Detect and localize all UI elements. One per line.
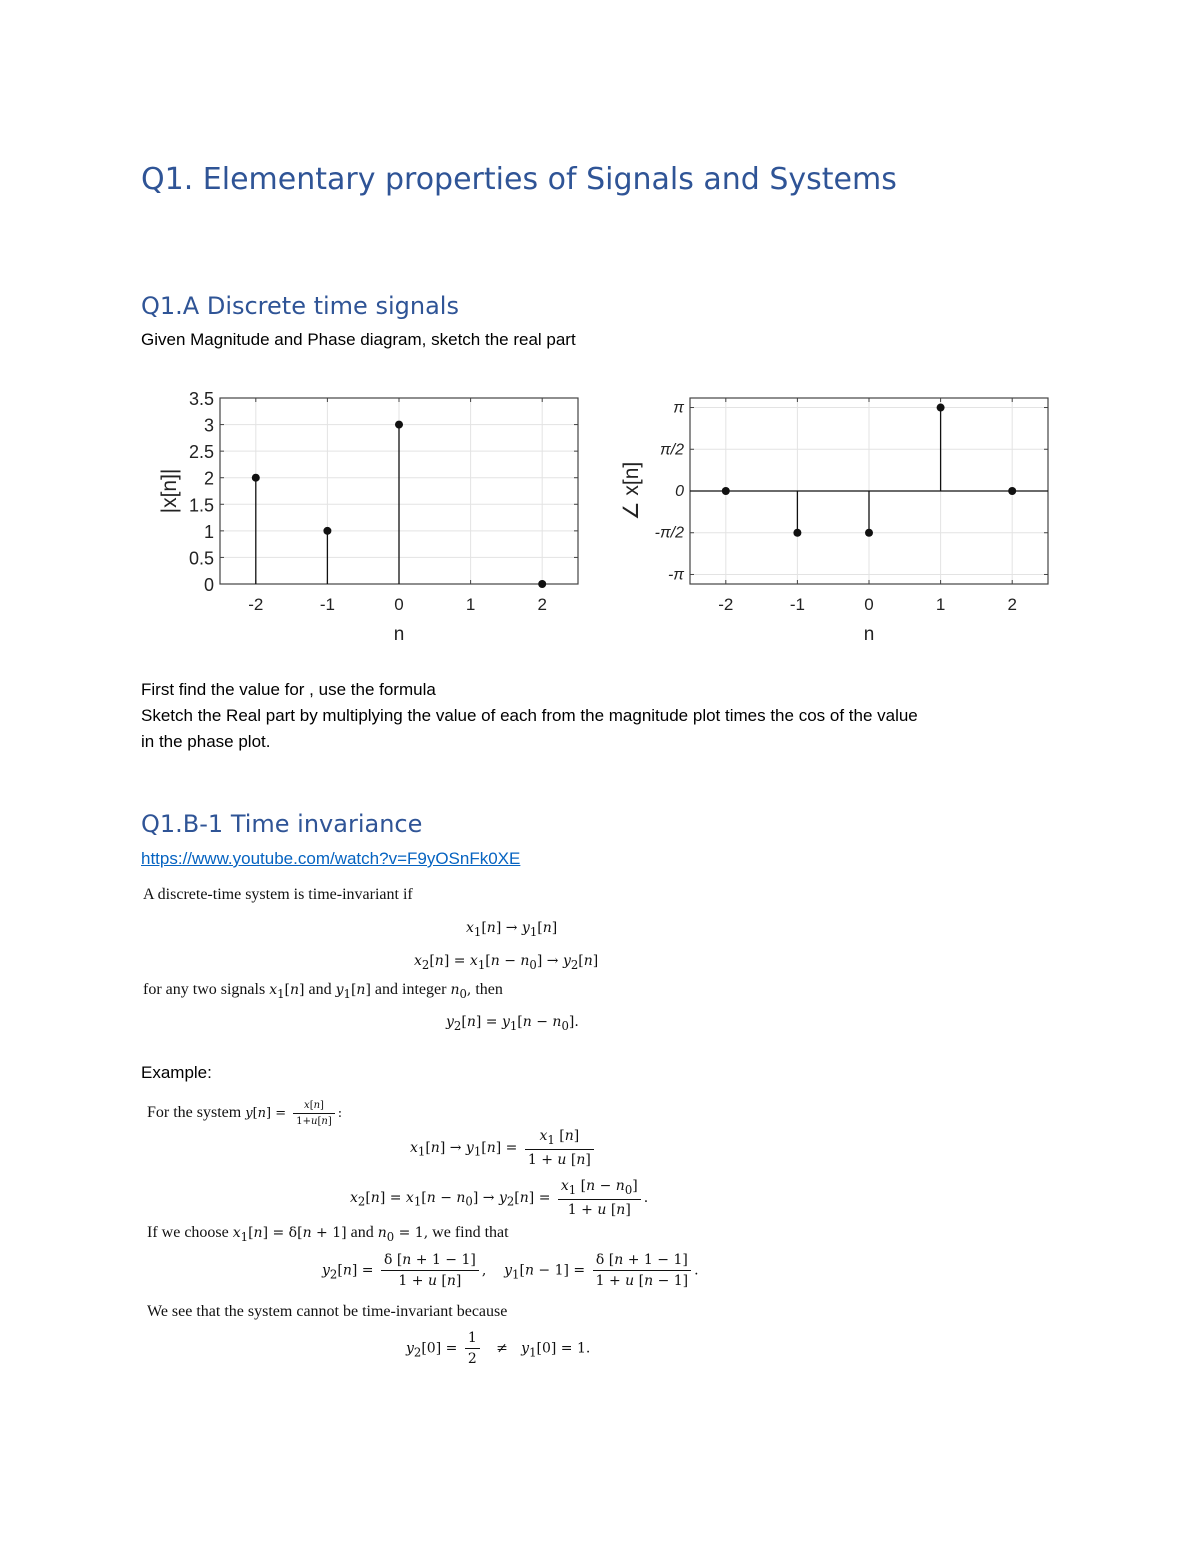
stem-marker	[323, 527, 331, 535]
example-eq-2: $x_2[n] = x_1[n - n_0] \to y_2[n]$ = $\frac{x_1 [n - n_0]}{1 + u [n]}$ .	[350, 1178, 649, 1218]
x-axis-label: n	[863, 624, 875, 645]
y-tick-label: 2	[203, 468, 214, 489]
example-eq-1: $x_1[n] \to y_1[n]$ = $\frac{x_1 [n]}{1 + u [n]}$	[410, 1128, 597, 1168]
stem-marker	[865, 529, 873, 537]
example-eq-3: $y_2[n]$ = $\frac{\delta [n + 1 - 1]}{1 + u [n]}$ , $y_1[n - 1]$ = $\frac{\delta [n + 1 - 1]}{1 + u [n - 1]}$ .	[322, 1252, 699, 1289]
y-tick-label: 0.5	[188, 548, 214, 569]
half-numerator: 1	[465, 1330, 480, 1349]
x-tick-label: 2	[1007, 595, 1017, 614]
definition-eq-2: $x_2[n] = x_1[n - n_0] \to y_2[n]$	[414, 953, 599, 972]
section-b-heading: Q1.B-1 Time invariance	[141, 810, 423, 838]
and-text: and	[308, 981, 332, 998]
example-conclusion: We see that the system cannot be time-invariant because	[147, 1303, 508, 1320]
for-system-text: For the system	[147, 1104, 242, 1121]
y-tick-label: 2.5	[188, 442, 214, 463]
section-a-heading: Q1.A Discrete time signals	[141, 292, 459, 320]
y-tick-label: 0	[203, 575, 214, 595]
y-tick-label: 1.5	[188, 495, 214, 516]
stem-marker	[395, 421, 403, 429]
y-axis-label: ∠ x[n]	[620, 461, 643, 521]
page-title: Q1. Elementary properties of Signals and Systems	[141, 162, 897, 197]
step-2-text-cont: in the phase plot.	[141, 732, 271, 751]
youtube-link[interactable]: https://www.youtube.com/watch?v=F9yOSnFk0XE	[141, 849, 521, 868]
x-tick-label: 0	[394, 595, 404, 614]
stem-marker	[722, 487, 730, 495]
then-text: then	[475, 981, 503, 998]
definition-eq-1: $x_1[n] \to y_1[n]$	[466, 920, 558, 939]
definition-intro: A discrete-time system is time-invariant if	[143, 886, 413, 903]
x-tick-label: -1	[319, 595, 335, 614]
for-any-text: for any two signals	[143, 981, 266, 998]
stem-marker	[937, 404, 945, 412]
stem-marker	[538, 580, 546, 588]
integer-text: and integer	[374, 981, 447, 998]
example-eq-4: $y_2[0]$ = $\frac{1}{2}$ ≠ $y_1[0] = 1$.	[406, 1330, 591, 1367]
definition-eq-3: $y_2[n] = y_1[n - n_0]$.	[446, 1014, 579, 1033]
stem-marker	[252, 474, 260, 482]
section-a-intro: Given Magnitude and Phase diagram, sketch the real part	[141, 330, 576, 349]
half-denominator: 2	[467, 1351, 477, 1367]
step-2-text: Sketch the Real part by multiplying the value of each from the magnitude plot times the cos of the value	[141, 706, 918, 725]
x-tick-label: 1	[465, 595, 476, 614]
we-find-text: we find that	[432, 1224, 509, 1241]
y-tick-label: π	[673, 399, 684, 417]
phase-chart	[610, 390, 1060, 650]
x-tick-label: 0	[864, 595, 874, 614]
stem-marker	[1008, 487, 1016, 495]
y-tick-label: 0	[675, 483, 684, 500]
y-tick-label: 3.5	[188, 390, 214, 409]
step-1-text: First find the value for , use the formula	[141, 680, 436, 699]
if-choose-text: If we choose	[147, 1224, 229, 1241]
and-text-2: and	[350, 1224, 374, 1241]
y-tick-label: -π/2	[654, 524, 684, 542]
x-tick-label: 2	[537, 595, 547, 614]
x-tick-label: 1	[935, 595, 946, 614]
definition-for-text: for any two signals $x_1[n]$ and $y_1[n]$ and integer $n_0$, then	[143, 981, 503, 1001]
x-tick-label: -2	[248, 595, 264, 614]
magnitude-chart	[150, 390, 590, 650]
x-tick-label: -2	[718, 595, 734, 614]
example-label: Example:	[141, 1063, 212, 1082]
y-tick-label: 1	[203, 521, 214, 542]
example-system: For the system y[n] = $\frac{x[n]}{1+u[n]}$ :	[147, 1100, 343, 1127]
stem-marker	[793, 529, 801, 537]
x-axis-label: n	[393, 624, 405, 645]
y-tick-label: π/2	[659, 441, 684, 459]
example-choose: If we choose $x_1[n] = \delta[n + 1]$ and $n_0 = 1$, we find that	[147, 1224, 509, 1244]
y-tick-label: 3	[203, 415, 214, 436]
y-tick-label: -π	[667, 566, 684, 584]
y-axis-label: |x[n]|	[158, 468, 181, 514]
x-tick-label: -1	[789, 595, 805, 614]
